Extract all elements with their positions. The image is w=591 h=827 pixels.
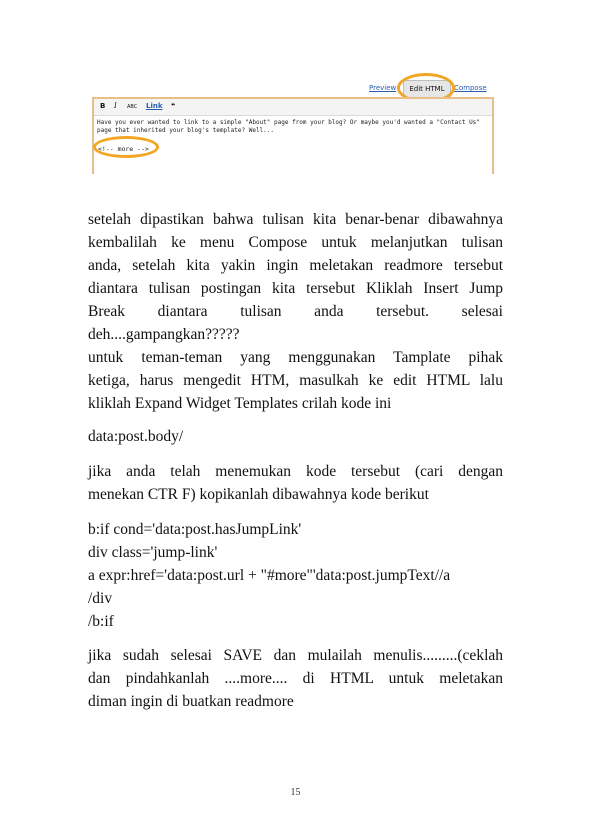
editor-toolbar [94, 99, 492, 116]
code-line: /div [88, 590, 113, 607]
paragraph-4 [88, 644, 503, 713]
text-line: setelah dipastikan bahwa tulisan kita benar-benar dibawahnya [88, 211, 503, 228]
text-line: menekan CTR F) kopikanlah dibawahnya kode berikut [88, 486, 429, 503]
tab-preview[interactable]: Preview [369, 84, 397, 92]
highlight-ring-more-tag [93, 136, 159, 158]
code-block [88, 518, 450, 633]
text-line: anda, setelah kita yakin ingin meletakan readmore tersebut [88, 257, 503, 274]
text-line: ketiga, harus mengedit HTM, masulkah ke edit HTML lalu [88, 372, 503, 389]
text-line: jika sudah selesai SAVE dan mulailah menulis.........(ceklah [88, 647, 503, 664]
code-line: /b:if [88, 613, 114, 630]
page-number: 15 [290, 787, 301, 798]
tab-compose[interactable]: Compose [454, 84, 487, 92]
editor-tabs [90, 73, 496, 99]
code-line: b:if cond='data:post.hasJumpLink' [88, 521, 302, 538]
blogger-editor-screenshot [90, 73, 496, 174]
paragraph-3 [88, 460, 503, 506]
code-line: a expr:href='data:post.url + "#more"'data:post.jumpText//a [88, 567, 451, 584]
tab-edit-html[interactable]: Edit HTML [403, 80, 451, 98]
link-button[interactable]: Link [146, 102, 163, 110]
text-line: jika anda telah menemukan kode tersebut (cari dengan [88, 463, 503, 480]
text-line: diantara tulisan postingan kita tersebut Kliklah Insert Jump [88, 280, 503, 297]
text-line: untuk teman-teman yang menggunakan Tamplate pihak [88, 349, 503, 366]
italic-button[interactable]: I [114, 102, 117, 110]
paragraph-1 [88, 208, 503, 346]
code-line: div class='jump-link' [88, 544, 218, 561]
bold-button[interactable]: B [100, 102, 106, 110]
quote-icon[interactable]: ❝ [171, 102, 176, 110]
text-line: diman ingin di buatkan readmore [88, 693, 294, 710]
text-line: kliklah Expand Widget Templates crilah kode ini [88, 395, 392, 412]
text-line: kembalilah ke menu Compose untuk melanjutkan tulisan [88, 234, 503, 251]
editor-area[interactable] [92, 97, 494, 174]
text-line: dan pindahkanlah ....more.... di HTML untuk meletakan [88, 670, 503, 687]
spellcheck-button[interactable]: ABC [127, 104, 138, 110]
paragraph-2 [88, 346, 503, 415]
text-line: deh....gampangkan????? [88, 326, 240, 343]
code-snippet-post-body: data:post.body/ [88, 428, 184, 445]
more-tag: <!-- more --> [98, 145, 149, 153]
editor-code-text: Have you ever wanted to link to a simple "About" page from your blog? Or maybe you'd wanted a "Contact Us" page that inherited your blog's template? Well... [97, 119, 484, 134]
text-line: Break diantara tulisan anda tersebut. selesai [88, 303, 503, 320]
